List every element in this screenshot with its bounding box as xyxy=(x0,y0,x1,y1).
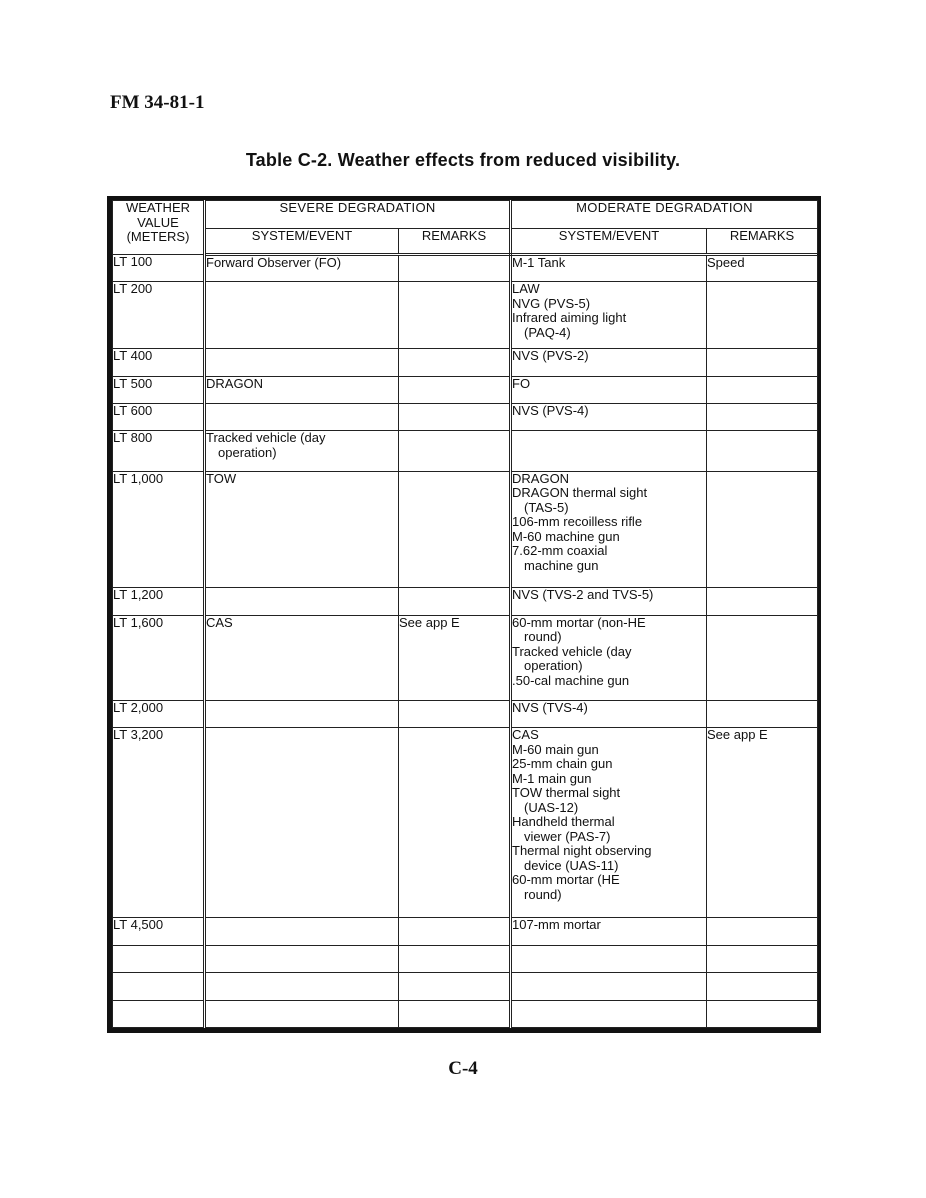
severe-system-cell xyxy=(205,349,399,376)
moderate-remarks-cell: Speed xyxy=(707,255,818,282)
moderate-system-cell xyxy=(511,471,707,588)
table-row xyxy=(113,349,818,376)
table-row xyxy=(113,255,818,282)
cell-line: NVS (PVS-2) xyxy=(512,348,589,364)
weather-value-header: WEATHER VALUE (METERS) xyxy=(113,201,205,255)
cell-line: round) xyxy=(524,886,562,902)
moderate-system-cell xyxy=(511,349,707,376)
moderate-remarks-cell: See app E xyxy=(707,728,818,918)
weather-value-cell: LT 2,000 xyxy=(113,700,205,727)
moderate-system-cell xyxy=(511,945,707,972)
moderate-remarks-cell xyxy=(707,918,818,945)
cell-line: Forward Observer (FO) xyxy=(206,255,342,270)
cell-line: NVS (TVS-2 and TVS-5) xyxy=(512,587,654,603)
cell-line: viewer (PAS-7) xyxy=(524,828,611,844)
cell-line: 107-mm mortar xyxy=(512,917,601,933)
moderate-system-cell xyxy=(511,973,707,1000)
table-row xyxy=(113,376,818,403)
table-row xyxy=(113,431,818,472)
moderate-remarks-cell xyxy=(707,615,818,700)
moderate-remarks-cell xyxy=(707,349,818,376)
cell-line: 106-mm recoilless rifle xyxy=(512,514,643,530)
severe-system-cell xyxy=(205,471,399,588)
moderate-system-cell xyxy=(511,615,707,700)
severe-remarks-cell xyxy=(399,255,511,282)
cell-line: round) xyxy=(524,629,562,645)
table-row xyxy=(113,918,818,945)
cell-line: machine gun xyxy=(524,557,599,573)
severe-remarks-cell: See app E xyxy=(399,615,511,700)
weather-value-cell: LT 400 xyxy=(113,349,205,376)
cell-line: DRAGON xyxy=(206,375,264,391)
severe-remarks-cell xyxy=(399,700,511,727)
header-row-columns xyxy=(113,229,818,255)
cell-line: FO xyxy=(512,375,531,391)
severe-system-cell xyxy=(205,728,399,918)
moderate-system-cell xyxy=(511,282,707,349)
table-row xyxy=(113,615,818,700)
cell-line: TOW thermal sight xyxy=(512,785,621,801)
weather-value-cell: LT 600 xyxy=(113,403,205,430)
cell-line: operation) xyxy=(524,658,583,674)
moderate-remarks-cell xyxy=(707,376,818,403)
severe-remarks-cell xyxy=(399,728,511,918)
cell-line: operation) xyxy=(218,444,277,460)
severe-remarks-cell xyxy=(399,376,511,403)
severe-remarks-cell xyxy=(399,282,511,349)
cell-line: Thermal night observing xyxy=(512,843,652,859)
severe-remarks-header: REMARKS xyxy=(399,229,511,255)
weather-value-cell: LT 500 xyxy=(113,376,205,403)
cell-line: NVS (PVS-4) xyxy=(512,402,589,418)
cell-line: Infrared aiming light xyxy=(512,310,627,326)
moderate-remarks-cell xyxy=(707,471,818,588)
cell-line: 7.62-mm coaxial xyxy=(512,543,608,559)
moderate-system-cell xyxy=(511,255,707,282)
moderate-system-cell xyxy=(511,700,707,727)
moderate-system-event-header: SYSTEM/EVENT xyxy=(511,229,707,255)
moderate-system-cell xyxy=(511,403,707,430)
weather-value-cell: LT 200 xyxy=(113,282,205,349)
moderate-system-cell xyxy=(511,918,707,945)
document-header: FM 34-81-1 xyxy=(110,92,205,113)
cell-line: 60-mm mortar (non-HE xyxy=(512,614,646,630)
cell-line: M-1 Tank xyxy=(512,255,566,270)
moderate-remarks-cell xyxy=(707,700,818,727)
moderate-degradation-header: MODERATE DEGRADATION xyxy=(511,201,818,229)
cell-line: DRAGON thermal sight xyxy=(512,485,648,501)
cell-line: TOW xyxy=(206,470,237,486)
moderate-system-cell xyxy=(511,376,707,403)
cell-line: .50-cal machine gun xyxy=(512,672,630,688)
severe-remarks-cell xyxy=(399,945,511,972)
table-row xyxy=(113,282,818,349)
severe-remarks-cell xyxy=(399,403,511,430)
table-row xyxy=(113,728,818,918)
weather-value-cell xyxy=(113,973,205,1000)
severe-system-cell xyxy=(205,700,399,727)
severe-remarks-cell xyxy=(399,431,511,472)
moderate-remarks-cell xyxy=(707,973,818,1000)
severe-remarks-cell xyxy=(399,349,511,376)
cell-line: (TAS-5) xyxy=(524,499,569,515)
cell-line: M-60 machine gun xyxy=(512,528,620,544)
severe-system-cell xyxy=(205,945,399,972)
table-body xyxy=(113,255,818,1028)
cell-line: M-60 main gun xyxy=(512,741,599,757)
severe-remarks-cell xyxy=(399,588,511,615)
moderate-remarks-cell xyxy=(707,1000,818,1027)
cell-line: NVG (PVS-5) xyxy=(512,295,591,311)
severe-degradation-header: SEVERE DEGRADATION xyxy=(205,201,511,229)
cell-line: (UAS-12) xyxy=(524,799,579,815)
severe-remarks-cell xyxy=(399,918,511,945)
moderate-remarks-cell xyxy=(707,431,818,472)
severe-remarks-cell xyxy=(399,973,511,1000)
table-row xyxy=(113,700,818,727)
severe-system-event-header: SYSTEM/EVENT xyxy=(205,229,399,255)
weather-effects-table xyxy=(112,200,818,1028)
cell-line: Handheld thermal xyxy=(512,814,615,830)
weather-value-cell: LT 1,600 xyxy=(113,615,205,700)
cell-line: 60-mm mortar (HE xyxy=(512,872,620,888)
moderate-system-cell xyxy=(511,1000,707,1027)
weather-value-cell xyxy=(113,1000,205,1027)
header-row-groups xyxy=(113,201,818,229)
moderate-system-cell xyxy=(511,431,707,472)
table-row xyxy=(113,1000,818,1027)
severe-system-cell xyxy=(205,431,399,472)
cell-line: DRAGON xyxy=(512,470,570,486)
weather-value-cell: LT 100 xyxy=(113,255,205,282)
cell-line: LAW xyxy=(512,281,540,297)
weather-value-cell: LT 800 xyxy=(113,431,205,472)
table-row xyxy=(113,973,818,1000)
page-number: C-4 xyxy=(448,1058,478,1079)
severe-system-cell xyxy=(205,403,399,430)
weather-value-cell: LT 4,500 xyxy=(113,918,205,945)
severe-system-cell xyxy=(205,376,399,403)
table-title: Table C-2. Weather effects from reduced visibility. xyxy=(245,150,681,170)
cell-line: CAS xyxy=(512,727,539,743)
severe-system-cell xyxy=(205,282,399,349)
weather-value-cell xyxy=(113,945,205,972)
moderate-system-cell xyxy=(511,588,707,615)
table-row xyxy=(113,945,818,972)
weather-value-cell: LT 1,000 xyxy=(113,471,205,588)
severe-system-cell xyxy=(205,588,399,615)
moderate-remarks-header: REMARKS xyxy=(707,229,818,255)
severe-system-cell xyxy=(205,615,399,700)
severe-system-cell xyxy=(205,918,399,945)
cell-line: NVS (TVS-4) xyxy=(512,699,588,715)
severe-system-cell xyxy=(205,973,399,1000)
table-row xyxy=(113,471,818,588)
moderate-remarks-cell xyxy=(707,403,818,430)
cell-line: (PAQ-4) xyxy=(524,324,571,340)
cell-line: Tracked vehicle (day xyxy=(512,643,632,659)
cell-line: CAS xyxy=(206,614,233,630)
moderate-remarks-cell xyxy=(707,588,818,615)
weather-effects-table-frame xyxy=(107,196,821,1033)
severe-system-cell xyxy=(205,255,399,282)
cell-line: M-1 main gun xyxy=(512,770,592,786)
table-row xyxy=(113,588,818,615)
severe-remarks-cell xyxy=(399,1000,511,1027)
cell-line: device (UAS-11) xyxy=(524,857,619,873)
table-row xyxy=(113,403,818,430)
moderate-system-cell xyxy=(511,728,707,918)
moderate-remarks-cell xyxy=(707,945,818,972)
severe-remarks-cell xyxy=(399,471,511,588)
severe-system-cell xyxy=(205,1000,399,1027)
weather-value-cell: LT 3,200 xyxy=(113,728,205,918)
weather-value-cell: LT 1,200 xyxy=(113,588,205,615)
cell-line: Tracked vehicle (day xyxy=(206,430,326,446)
cell-line: 25-mm chain gun xyxy=(512,756,613,772)
moderate-remarks-cell xyxy=(707,282,818,349)
